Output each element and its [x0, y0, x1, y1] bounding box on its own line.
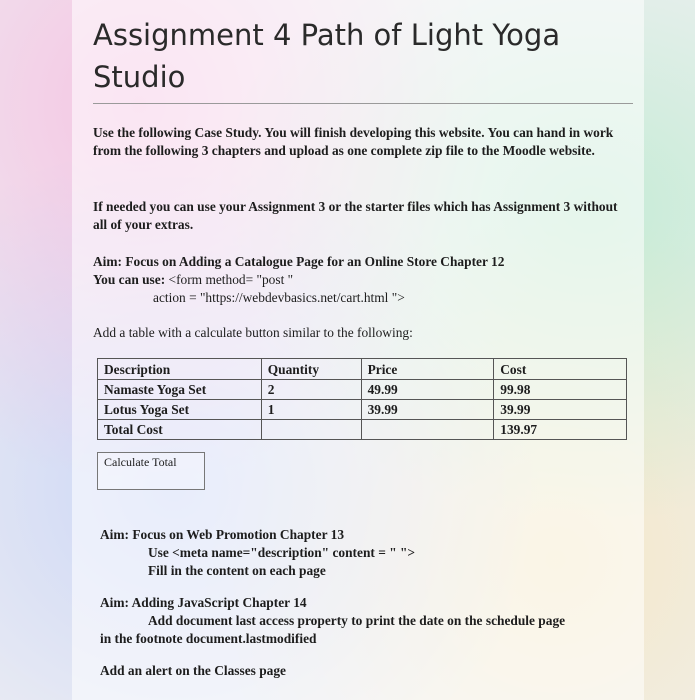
aim13-line3: Fill in the content on each page	[148, 563, 326, 578]
aim14-line3: in the footnote document.lastmodified	[100, 631, 317, 646]
cell-quantity: 1	[261, 400, 361, 420]
aim12-line3: action = "https://webdevbasics.net/cart.html ">	[153, 290, 405, 305]
cell-cost: 139.97	[494, 420, 627, 440]
cell-quantity	[261, 420, 361, 440]
calculate-total-button[interactable]: Calculate Total	[97, 452, 205, 490]
cell-description: Total Cost	[98, 420, 262, 440]
aim13-line1: Aim: Focus on Web Promotion Chapter 13	[100, 527, 345, 542]
aim14-line2: Add document last access property to print the date on the schedule page	[148, 613, 566, 628]
table-header-row	[98, 359, 627, 380]
cell-description: Lotus Yoga Set	[98, 400, 262, 420]
table-total-row	[98, 420, 627, 440]
cell-cost: 39.99	[494, 400, 627, 420]
cell-quantity: 2	[261, 380, 361, 400]
aim12-line1: Aim: Focus on Adding a Catalogue Page for an Online Store Chapter 12	[93, 254, 505, 269]
header-description: Description	[98, 359, 262, 380]
cell-cost: 99.98	[494, 380, 627, 400]
header-price: Price	[361, 359, 494, 380]
cell-price: 49.99	[361, 380, 494, 400]
cell-price: 39.99	[361, 400, 494, 420]
alert-instruction: Add an alert on the Classes page	[100, 663, 286, 678]
intro-paragraph: Use the following Case Study. You will finish developing this website. You can hand in work from the following 3 chapters and upload as one complete zip file to the Moodle website.	[93, 125, 614, 158]
if-needed-paragraph: If needed you can use your Assignment 3 or the starter files which has Assignment 3 without all of your extras.	[93, 199, 618, 232]
table-intro: Add a table with a calculate button similar to the following:	[93, 325, 413, 340]
aim14-line1: Aim: Adding JavaScript Chapter 14	[100, 595, 307, 610]
title-divider	[93, 103, 633, 104]
cell-price	[361, 420, 494, 440]
aim-chapter-12	[93, 253, 633, 307]
table-row	[98, 400, 627, 420]
aim13-line2: Use <meta name="description" content = " ">	[148, 545, 416, 560]
page-title: Assignment 4 Path of Light Yoga Studio	[93, 18, 561, 94]
aim-chapter-13	[100, 526, 640, 580]
table-row	[98, 380, 627, 400]
aim12-line2	[93, 271, 633, 289]
header-quantity: Quantity	[261, 359, 361, 380]
catalogue-table	[97, 358, 627, 440]
aim12-code: <form method= "post "	[165, 272, 294, 287]
header-cost: Cost	[494, 359, 627, 380]
aim12-label: You can use:	[93, 272, 166, 287]
cell-description: Namaste Yoga Set	[98, 380, 262, 400]
aim-chapter-14	[100, 594, 640, 648]
